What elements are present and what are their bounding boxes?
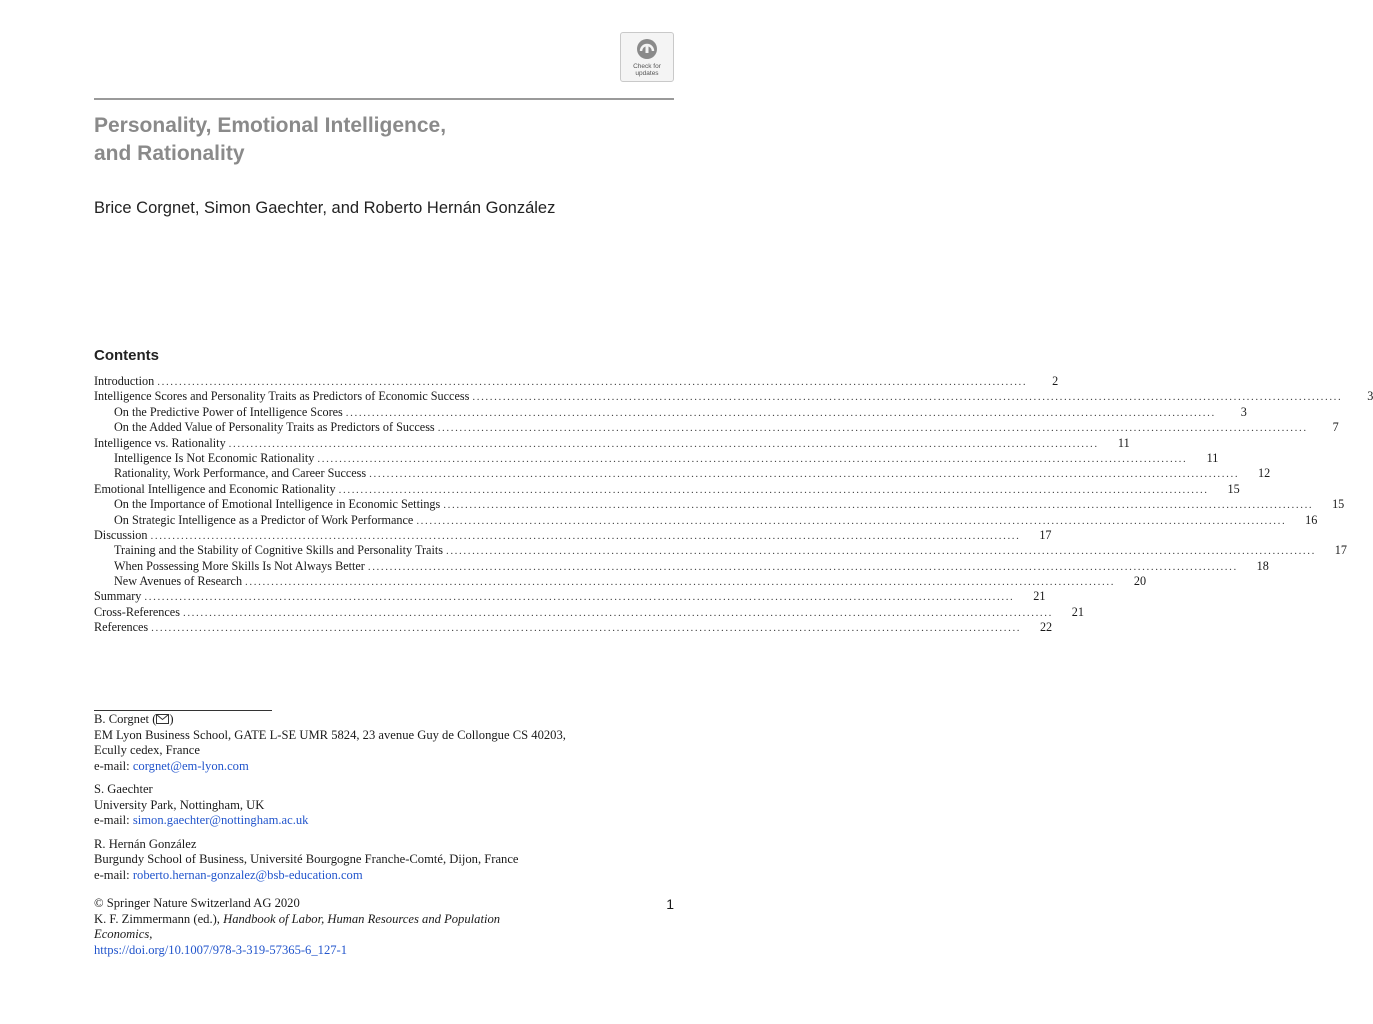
toc-entry-title: Intelligence Scores and Personality Traits as Predictors of Economic Success bbox=[94, 389, 470, 404]
toc-entry[interactable] bbox=[94, 604, 1084, 620]
toc-entry-title: Training and the Stability of Cognitive Skills and Personality Traits bbox=[114, 543, 443, 558]
affiliations bbox=[94, 712, 694, 891]
address-line: Ecully cedex, France bbox=[94, 743, 200, 757]
toc-entry-title: When Possessing More Skills Is Not Always Better bbox=[114, 558, 365, 573]
check-updates-label: Check for updates bbox=[633, 63, 661, 77]
toc-entry[interactable] bbox=[94, 527, 1052, 543]
affiliation-gaechter bbox=[94, 782, 694, 829]
toc-leader-dots: ........................................................................................................................................................................................................ bbox=[472, 391, 1343, 404]
citation-prefix: K. F. Zimmermann (ed.), bbox=[94, 911, 224, 926]
toc-entry[interactable] bbox=[94, 466, 1271, 481]
toc-leader-dots: ........................................................................................................................................................................................................ bbox=[367, 560, 1238, 573]
toc-entry-title: Summary bbox=[94, 589, 142, 604]
toc-entry-page: 15 bbox=[1227, 481, 1240, 496]
toc-entry-title: References bbox=[94, 620, 149, 635]
table-of-contents bbox=[94, 374, 1373, 636]
author-name: R. Hernán González bbox=[94, 836, 197, 851]
toc-entry-page: 17 bbox=[1334, 543, 1347, 558]
toc-entry-title: New Avenues of Research bbox=[114, 574, 243, 589]
email-label: e-mail: bbox=[94, 758, 133, 773]
header-rule bbox=[94, 98, 674, 100]
email-label: e-mail: bbox=[94, 813, 133, 827]
toc-entry-page: 21 bbox=[1033, 589, 1046, 604]
toc-entry-page: 12 bbox=[1257, 466, 1271, 481]
email-link[interactable]: corgnet@em-lyon.com bbox=[132, 758, 249, 773]
institution-line: University Park, Nottingham, UK bbox=[94, 797, 265, 812]
envelope-icon[interactable] bbox=[156, 714, 169, 724]
toc-leader-dots: ........................................................................................................................................................................................................ bbox=[150, 529, 1021, 542]
toc-entry-page: 15 bbox=[1332, 497, 1345, 512]
toc-entry-title: On the Added Value of Personality Traits as Predictors of Success bbox=[114, 420, 435, 435]
email-link[interactable]: roberto.hernan-gonzalez@bsb-education.com bbox=[132, 867, 363, 882]
copyright: © Springer Nature Switzerland AG 2020 bbox=[94, 896, 300, 910]
toc-entry-page: 20 bbox=[1133, 574, 1147, 589]
toc-leader-dots: ........................................................................................................................................................................................................ bbox=[416, 514, 1287, 527]
toc-entry[interactable] bbox=[94, 497, 1345, 512]
author-name: S. Gaechter bbox=[94, 782, 153, 796]
toc-leader-dots: ........................................................................................................................................................................................................ bbox=[157, 376, 1028, 388]
toc-entry[interactable] bbox=[94, 389, 1373, 404]
affiliation-gonzalez bbox=[94, 837, 694, 884]
toc-entry-title: On the Predictive Power of Intelligence Scores bbox=[114, 404, 343, 419]
author-name: B. Corgnet ( bbox=[94, 712, 157, 726]
toc-entry-title: On Strategic Intelligence as a Predictor of Work Performance bbox=[114, 512, 414, 527]
author-list: Brice Corgnet, Simon Gaechter, and Roberto Hernán González bbox=[94, 199, 556, 217]
toc-entry-title: Intelligence vs. Rationality bbox=[94, 435, 226, 450]
toc-entry-page: 17 bbox=[1039, 527, 1052, 542]
toc-leader-dots: ........................................................................................................................................................................................................ bbox=[338, 483, 1209, 496]
toc-entry-title: Discussion bbox=[94, 527, 148, 542]
citation-suffix: , bbox=[149, 927, 153, 941]
toc-entry[interactable] bbox=[94, 558, 1269, 574]
contents-heading: Contents bbox=[94, 347, 159, 364]
toc-entry[interactable] bbox=[94, 435, 1130, 451]
toc-entry-page: 16 bbox=[1305, 512, 1318, 527]
chapter-title bbox=[94, 112, 654, 168]
toc-leader-dots: ........................................................................................................................................................................................................ bbox=[151, 622, 1022, 635]
toc-entry-title: On the Importance of Emotional Intelligence in Economic Settings bbox=[114, 497, 441, 512]
affiliation-corgnet bbox=[94, 712, 694, 774]
page-number: 1 bbox=[666, 896, 674, 912]
email-label: e-mail: bbox=[94, 867, 133, 882]
toc-entry[interactable] bbox=[94, 374, 1059, 389]
doi-link[interactable]: https://doi.org/10.1007/978-3-319-57365-6_127-1 bbox=[94, 942, 348, 957]
institution-line: Burgundy School of Business, Université Bourgogne Franche-Comté, Dijon, France bbox=[94, 852, 519, 866]
toc-entry[interactable] bbox=[94, 481, 1240, 497]
toc-entry-page: 11 bbox=[1206, 450, 1219, 465]
toc-entry-title: Emotional Intelligence and Economic Rationality bbox=[94, 481, 336, 496]
author-name-close: ) bbox=[169, 712, 174, 726]
toc-entry-title: Introduction bbox=[94, 374, 155, 388]
page-footer bbox=[94, 896, 674, 958]
toc-entry[interactable] bbox=[94, 420, 1339, 435]
toc-leader-dots: ........................................................................................................................................................................................................ bbox=[443, 499, 1314, 512]
toc-entry-page: 2 bbox=[1052, 374, 1059, 388]
check-updates-icon bbox=[634, 38, 660, 62]
toc-entry[interactable] bbox=[94, 543, 1347, 558]
toc-entry[interactable] bbox=[94, 574, 1147, 589]
toc-entry[interactable] bbox=[94, 512, 1318, 528]
toc-leader-dots: ........................................................................................................................................................................................................ bbox=[144, 591, 1015, 604]
toc-leader-dots: ........................................................................................................................................................................................................ bbox=[369, 468, 1240, 481]
toc-entry-title: Rationality, Work Performance, and Career Success bbox=[114, 466, 367, 481]
title-line-2: and Rationality bbox=[94, 142, 245, 165]
toc-entry[interactable] bbox=[94, 404, 1247, 420]
toc-entry-page: 22 bbox=[1039, 620, 1053, 635]
toc-entry[interactable] bbox=[94, 589, 1046, 604]
book-title-line-1: Handbook of Labor, Human Resources and Population bbox=[223, 911, 501, 926]
check-for-updates-badge[interactable] bbox=[620, 32, 674, 82]
institution-line: EM Lyon Business School, GATE L-SE UMR 5824, 23 avenue Guy de Collongue CS 40203, bbox=[94, 727, 566, 742]
toc-entry-page: 3 bbox=[1367, 389, 1373, 404]
book-title-line-2: Economics bbox=[94, 927, 150, 941]
toc-entry-page: 3 bbox=[1240, 404, 1247, 419]
toc-leader-dots: ........................................................................................................................................................................................................ bbox=[437, 422, 1308, 435]
toc-entry-title: Cross-References bbox=[94, 604, 180, 619]
email-link[interactable]: simon.gaechter@nottingham.ac.uk bbox=[132, 813, 309, 827]
toc-entry-page: 11 bbox=[1117, 435, 1130, 450]
footnote-rule bbox=[94, 710, 272, 711]
toc-entry-page: 7 bbox=[1332, 420, 1339, 435]
toc-entry[interactable] bbox=[94, 450, 1219, 466]
toc-entry[interactable] bbox=[94, 620, 1053, 635]
toc-leader-dots: ........................................................................................................................................................................................................ bbox=[317, 452, 1188, 465]
toc-leader-dots: ........................................................................................................................................................................................................ bbox=[445, 545, 1316, 558]
toc-leader-dots: ........................................................................................................................................................................................................ bbox=[182, 606, 1053, 619]
toc-entry-page: 21 bbox=[1071, 604, 1084, 619]
toc-entry-title: Intelligence Is Not Economic Rationality bbox=[114, 450, 315, 465]
title-line-1: Personality, Emotional Intelligence, bbox=[94, 114, 447, 137]
toc-leader-dots: ........................................................................................................................................................................................................ bbox=[345, 406, 1216, 419]
toc-leader-dots: ........................................................................................................................................................................................................ bbox=[245, 576, 1116, 589]
toc-leader-dots: ........................................................................................................................................................................................................ bbox=[228, 437, 1099, 450]
toc-entry-page: 18 bbox=[1256, 558, 1269, 573]
